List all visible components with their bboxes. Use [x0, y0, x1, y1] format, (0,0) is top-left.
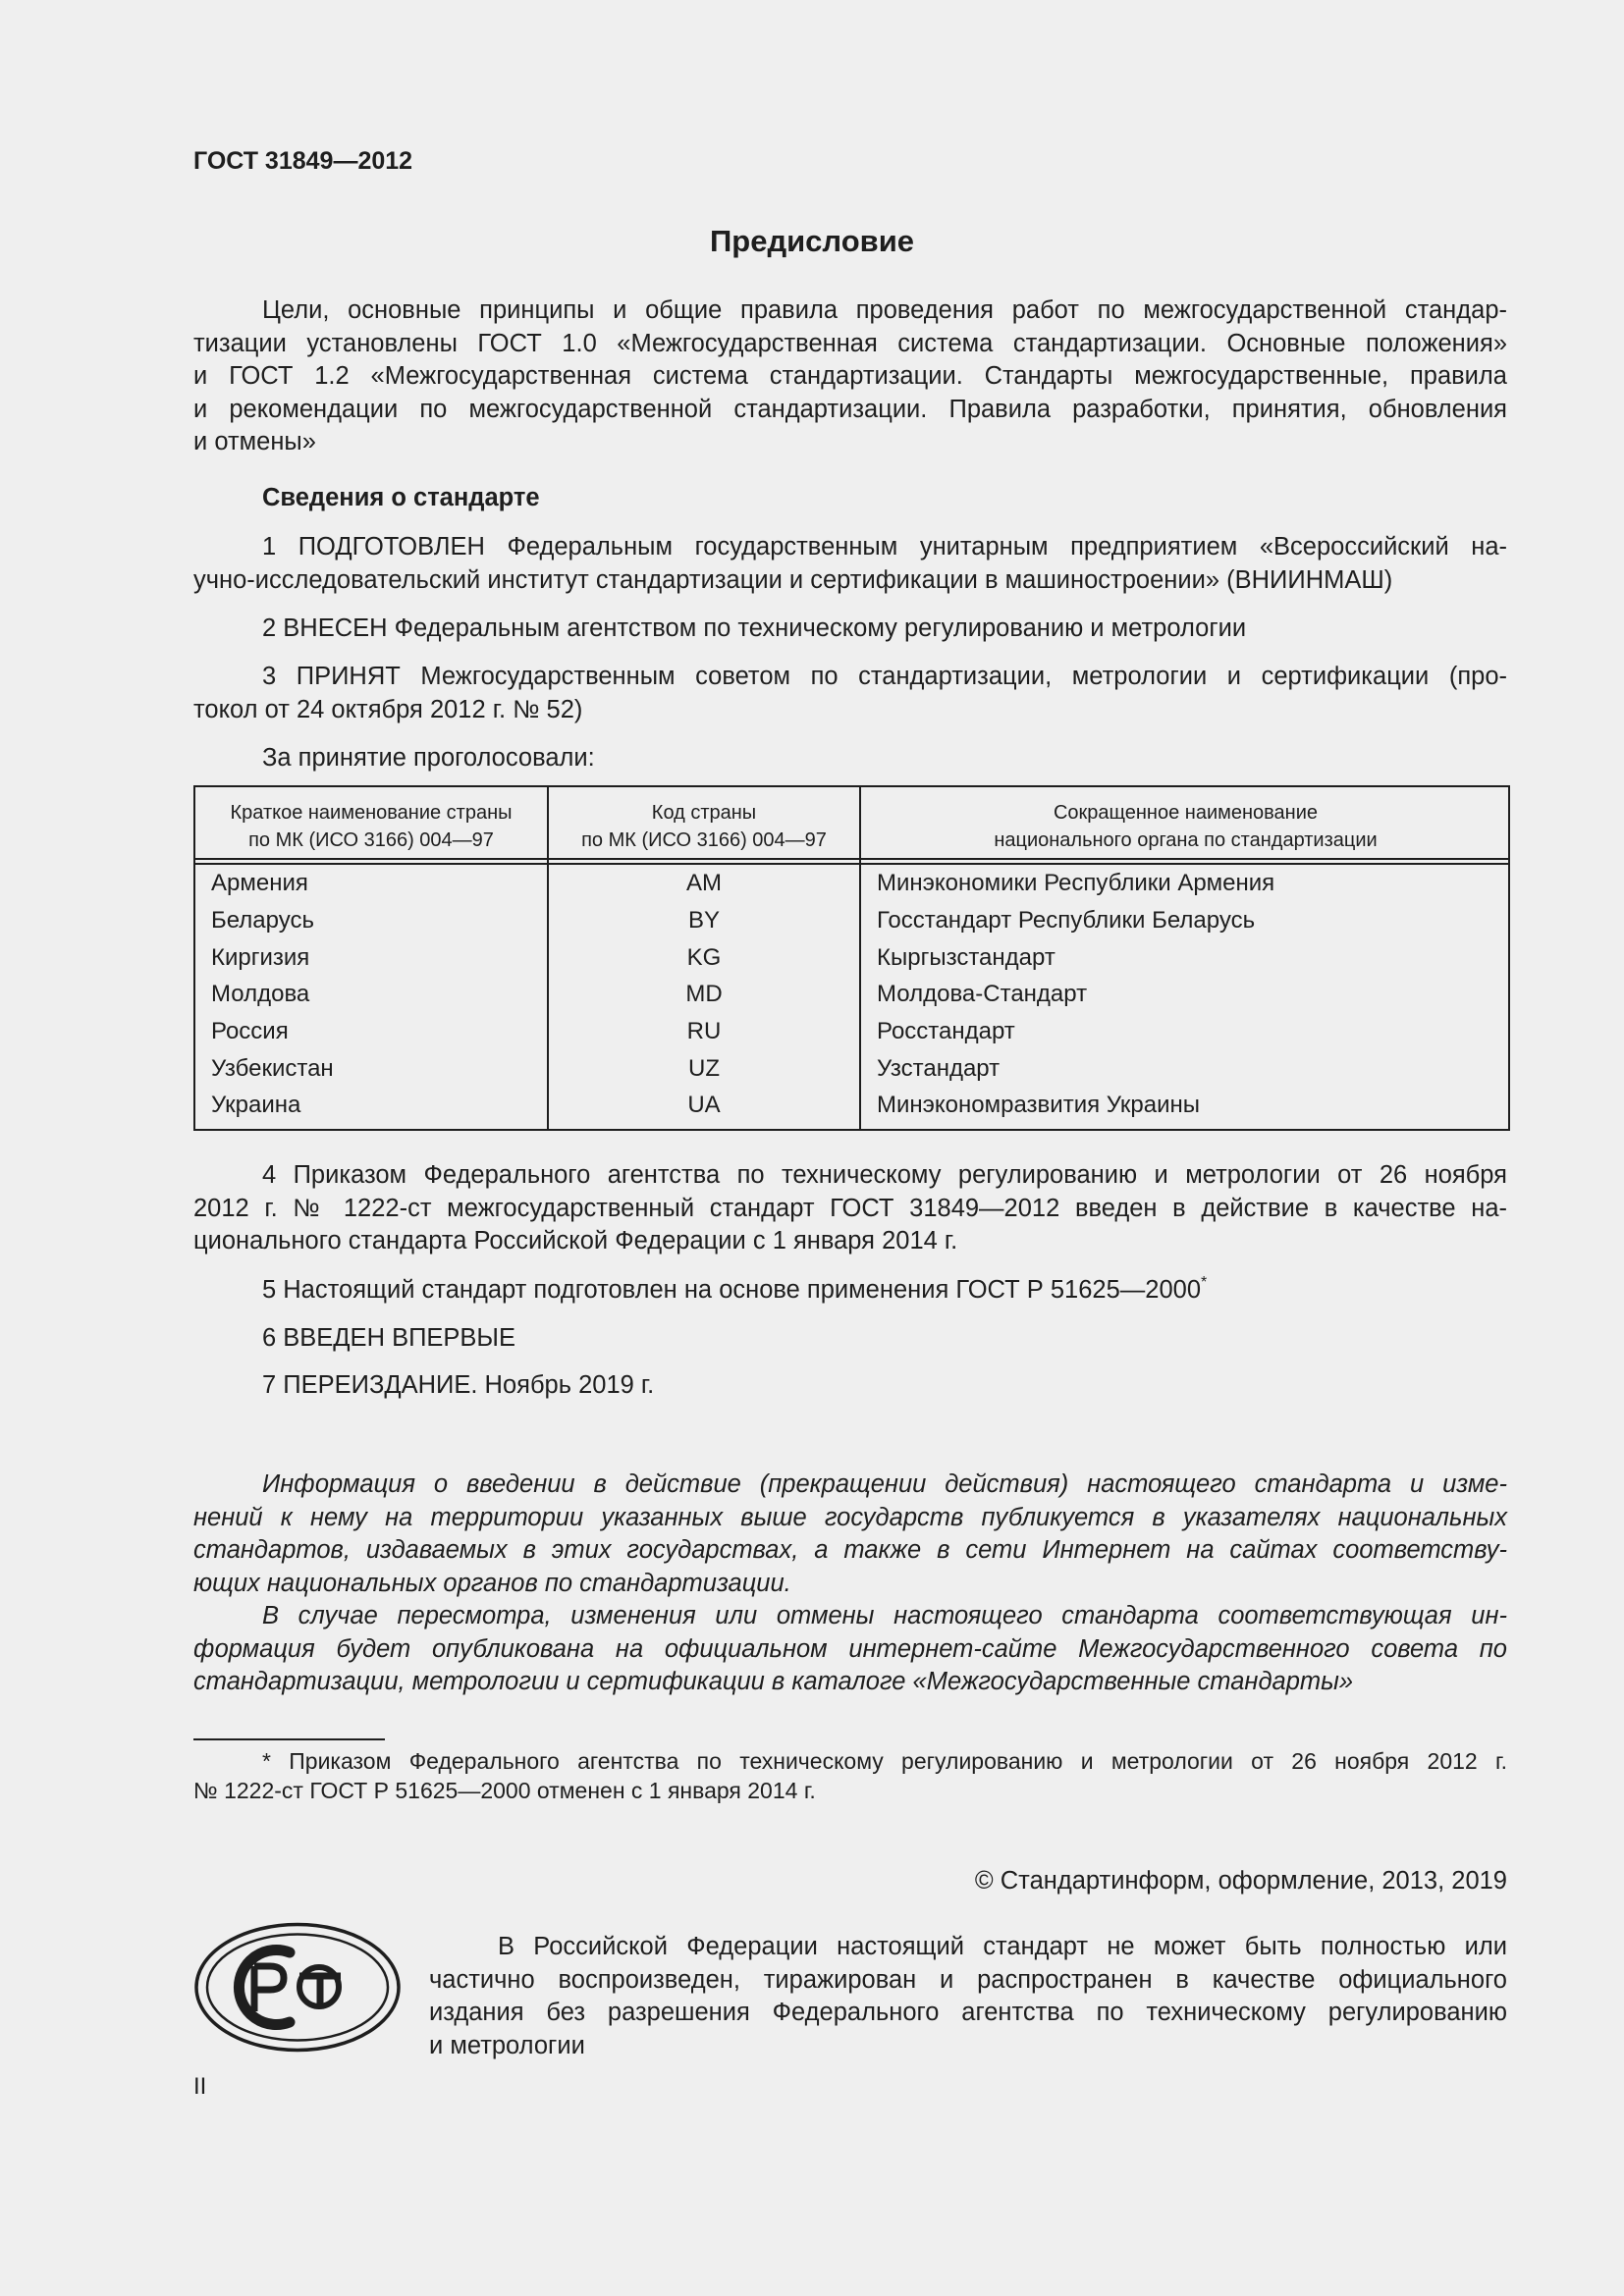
table-cell-body: Молдова-Стандарт: [877, 981, 1088, 1007]
item-3-line: 3 ПРИНЯТ Межгосударственным советом по стандартизации, метрологии и сертификации (про-: [262, 663, 1507, 690]
notice-line: частично воспроизведен, тиражирован и распространен в качестве официального: [429, 1965, 1507, 1994]
table-header-body: Сокращенное наименование национального органа по стандартизации: [994, 802, 1378, 851]
table-cell-body: Минэкономразвития Украины: [877, 1092, 1201, 1118]
info-line: нений к нему на территории указанных выше государств публикуется в указателях национальных: [193, 1503, 1507, 1531]
table-cell-country: Украина: [211, 1092, 301, 1118]
table-cell-country: Россия: [211, 1018, 289, 1044]
members-table: [193, 785, 1510, 1131]
table-cell-country: Киргизия: [211, 944, 310, 971]
table-cell-code: MD: [685, 981, 723, 1007]
page-number: II: [193, 2073, 207, 2100]
footnote: [193, 1746, 1507, 1805]
table-header-code: Код страны по МК (ИСО 3166) 004—97: [581, 802, 827, 851]
info-paragraph-1: [193, 1468, 1507, 1600]
table-cell-body: Росстандарт: [877, 1018, 1015, 1044]
table-cell-country: Молдова: [211, 981, 310, 1007]
footnote-line: * Приказом Федерального агентства по техническому регулированию и метрологии от 26 ноября 2012 г.: [262, 1748, 1507, 1774]
info-line: формация будет опубликована на официальном интернет-сайте Межгосударственного совета по: [193, 1634, 1507, 1663]
item-2: 2 ВНЕСЕН Федеральным агентством по техническому регулированию и метрологии: [262, 614, 1247, 642]
table-cell-code: AM: [686, 870, 722, 896]
item-3-line: токол от 24 октября 2012 г. № 52): [193, 695, 583, 723]
info-line: В случае пересмотра, изменения или отмены настоящего стандарта соответствующая ин-: [262, 1602, 1507, 1629]
item-4-line: 4 Приказом Федерального агентства по техническому регулированию и метрологии от 26 ноября: [262, 1161, 1507, 1189]
table-cell-code: KG: [686, 944, 722, 971]
intro-line: и рекомендации по межгосударственной стандартизации. Правила разработки, принятия, обновления: [193, 395, 1507, 423]
item-1-line: 1 ПОДГОТОВЛЕН Федеральным государственным унитарным предприятием «Всероссийский на-: [262, 533, 1507, 561]
item-6: 6 ВВЕДЕН ВПЕРВЫЕ: [262, 1324, 516, 1352]
footnote-line: № 1222-ст ГОСТ Р 51625—2000 отменен с 1 января 2014 г.: [193, 1778, 816, 1803]
intro-paragraph: [193, 294, 1507, 459]
item-4: [193, 1159, 1507, 1258]
footnote-rule: [193, 1738, 385, 1740]
table-cell-country: Узбекистан: [211, 1055, 334, 1082]
reproduction-notice: [429, 1931, 1507, 2062]
info-line: Информация о введении в действие (прекращении действия) настоящего стандарта и изме-: [262, 1470, 1507, 1498]
section-heading: Сведения о стандарте: [262, 484, 540, 511]
item-3: [193, 661, 1507, 726]
voted-label: За принятие проголосовали:: [262, 744, 595, 772]
item-4-line: ционального стандарта Российской Федерации с 1 января 2014 г.: [193, 1227, 958, 1255]
intro-line: тизации установлены ГОСТ 1.0 «Межгосударственная система стандартизации. Основные положения»: [193, 329, 1507, 357]
intro-line: и отмены»: [193, 428, 316, 455]
page-title: Предисловие: [709, 224, 914, 258]
table-cell-country: Беларусь: [211, 907, 314, 934]
table-cell-code: BY: [687, 907, 720, 934]
notice-line: издания без разрешения Федерального агентства по техническому регулированию: [429, 1999, 1507, 2026]
table-cell-code: RU: [686, 1018, 722, 1044]
notice-line: В Российской Федерации настоящий стандарт не может быть полностью или: [498, 1933, 1507, 1960]
header-divider: [195, 863, 1508, 865]
table-cell-body: Кыргызстандарт: [877, 944, 1056, 971]
rst-mark-icon: [193, 1921, 402, 2054]
info-line: стандартов, издаваемых в этих государствах, а также в сети Интернет на сайтах соответству-: [193, 1536, 1507, 1564]
document-number: ГОСТ 31849—2012: [193, 147, 413, 175]
notice-line: и метрологии: [429, 2031, 585, 2059]
table-cell-body: Госстандарт Республики Беларусь: [877, 907, 1256, 934]
table-header-country: Краткое наименование страны по МК (ИСО 3166) 004—97: [230, 802, 513, 851]
intro-line: Цели, основные принципы и общие правила проведения работ по межгосударственной стандар-: [262, 296, 1507, 324]
table-cell-body: Узстандарт: [877, 1055, 1001, 1082]
table-cell-country: Армения: [211, 870, 308, 896]
table-cell-body: Минэкономики Республики Армения: [877, 870, 1275, 896]
info-line: ющих национальных органов по стандартизации.: [193, 1569, 791, 1597]
info-paragraph-2: [193, 1600, 1507, 1699]
item-5: 5 Настоящий стандарт подготовлен на основе применения ГОСТ Р 51625—2000*: [262, 1273, 1208, 1304]
item-1: [193, 531, 1507, 597]
info-line: стандартизации, метрологии и сертификации в каталоге «Межгосударственные стандарты»: [193, 1668, 1354, 1695]
item-1-line: учно-исследовательский институт стандартизации и сертификации в машиностроении» (ВНИИНМАШ): [193, 565, 1393, 594]
footnote-mark: *: [1201, 1273, 1208, 1291]
header-divider: [195, 858, 1508, 860]
item-4-line: 2012 г. № 1222-ст межгосударственный стандарт ГОСТ 31849—2012 введен в действие в качестве на-: [193, 1194, 1507, 1222]
table-cell-code: UA: [687, 1092, 721, 1118]
item-7: 7 ПЕРЕИЗДАНИЕ. Ноябрь 2019 г.: [262, 1371, 655, 1399]
copyright: © Стандартинформ, оформление, 2013, 2019: [974, 1867, 1507, 1895]
table-cell-code: UZ: [688, 1055, 720, 1082]
intro-line: и ГОСТ 1.2 «Межгосударственная система стандартизации. Стандарты межгосударственные, правила: [193, 362, 1507, 390]
